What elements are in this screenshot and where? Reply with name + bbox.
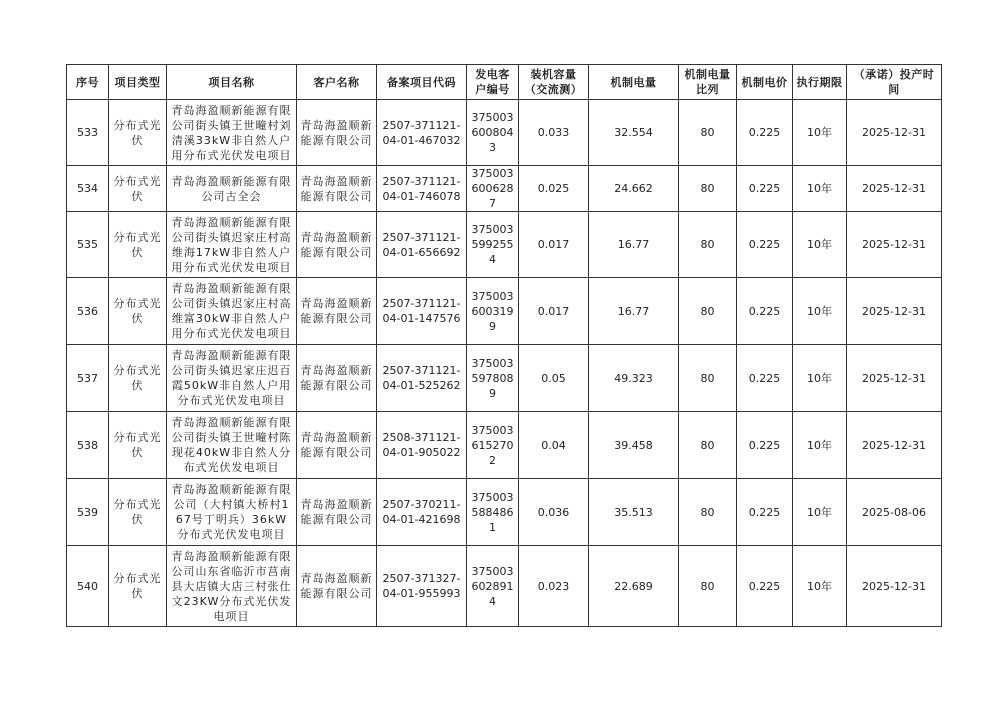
cell-capacity: 0.033 xyxy=(519,100,589,166)
col-header-ratio: 机制电量比列 xyxy=(679,65,737,100)
cell-date: 2025-08-06 xyxy=(847,479,942,546)
cell-no: 537 xyxy=(67,345,109,412)
cell-term: 10年 xyxy=(793,278,847,345)
cell-energy: 16.77 xyxy=(589,212,679,278)
col-header-price: 机制电价 xyxy=(737,65,793,100)
table-row xyxy=(67,412,942,479)
cell-ratio: 80 xyxy=(679,212,737,278)
cell-term: 10年 xyxy=(793,100,847,166)
cell-capacity: 0.036 xyxy=(519,479,589,546)
table-row xyxy=(67,479,942,546)
cell-name: 青岛海盈顺新能源有限公司（大村镇大桥村167号丁明兵）36kW分布式光伏发电项目 xyxy=(167,479,297,546)
cell-no: 535 xyxy=(67,212,109,278)
cell-name: 青岛海盈顺新能源有限公司街头镇王世疃村刘清溪33kW非自然人户用分布式光伏发电项目 xyxy=(167,100,297,166)
cell-price: 0.225 xyxy=(737,212,793,278)
cell-ratio: 80 xyxy=(679,166,737,212)
col-header-capacity: 装机容量（交流测） xyxy=(519,65,589,100)
cell-capacity: 0.017 xyxy=(519,212,589,278)
col-header-no: 序号 xyxy=(67,65,109,100)
cell-price: 0.225 xyxy=(737,479,793,546)
header-row xyxy=(67,65,942,100)
col-header-date: （承诺）投产时间 xyxy=(847,65,942,100)
cell-price: 0.225 xyxy=(737,278,793,345)
col-header-code: 备案项目代码 xyxy=(377,65,467,100)
cell-customer: 青岛海盈顺新能源有限公司 xyxy=(297,479,377,546)
cell-date: 2025-12-31 xyxy=(847,278,942,345)
cell-no: 536 xyxy=(67,278,109,345)
table-row xyxy=(67,345,942,412)
cell-ratio: 80 xyxy=(679,100,737,166)
cell-date: 2025-12-31 xyxy=(847,345,942,412)
cell-code: 2507-371327-04-01-955993 xyxy=(377,546,467,627)
cell-ratio: 80 xyxy=(679,345,737,412)
cell-cust-id: 3750036006287 xyxy=(467,166,519,212)
cell-name: 青岛海盈顺新能源有限公司古全会 xyxy=(167,166,297,212)
cell-type: 分布式光伏 xyxy=(109,278,167,345)
cell-energy: 24.662 xyxy=(589,166,679,212)
cell-type: 分布式光伏 xyxy=(109,166,167,212)
cell-code: 2507-371121-04-01-525262 xyxy=(377,345,467,412)
table-row xyxy=(67,278,942,345)
cell-type: 分布式光伏 xyxy=(109,412,167,479)
cell-type: 分布式光伏 xyxy=(109,479,167,546)
cell-energy: 35.513 xyxy=(589,479,679,546)
cell-cust-id: 3750036152702 xyxy=(467,412,519,479)
cell-code: 2507-371121-04-01-746078 xyxy=(377,166,467,212)
cell-price: 0.225 xyxy=(737,100,793,166)
table-row xyxy=(67,546,942,627)
cell-name: 青岛海盈顺新能源有限公司街头镇王世疃村陈现花40kW非自然人分布式光伏发电项目 xyxy=(167,412,297,479)
cell-code: 2507-371121-04-01-656692 xyxy=(377,212,467,278)
cell-energy: 32.554 xyxy=(589,100,679,166)
table-row xyxy=(67,100,942,166)
cell-date: 2025-12-31 xyxy=(847,546,942,627)
cell-price: 0.225 xyxy=(737,166,793,212)
cell-no: 538 xyxy=(67,412,109,479)
cell-capacity: 0.04 xyxy=(519,412,589,479)
cell-type: 分布式光伏 xyxy=(109,212,167,278)
cell-term: 10年 xyxy=(793,212,847,278)
cell-cust-id: 3750035992554 xyxy=(467,212,519,278)
col-header-name: 项目名称 xyxy=(167,65,297,100)
cell-cust-id: 3750036003199 xyxy=(467,278,519,345)
cell-customer: 青岛海盈顺新能源有限公司 xyxy=(297,212,377,278)
cell-term: 10年 xyxy=(793,166,847,212)
cell-customer: 青岛海盈顺新能源有限公司 xyxy=(297,278,377,345)
cell-cust-id: 3750036008043 xyxy=(467,100,519,166)
cell-term: 10年 xyxy=(793,412,847,479)
col-header-energy: 机制电量 xyxy=(589,65,679,100)
cell-name: 青岛海盈顺新能源有限公司街头镇迟家庄迟百霞50kW非自然人户用分布式光伏发电项目 xyxy=(167,345,297,412)
data-table xyxy=(66,64,942,627)
cell-customer: 青岛海盈顺新能源有限公司 xyxy=(297,546,377,627)
cell-date: 2025-12-31 xyxy=(847,166,942,212)
cell-name: 青岛海盈顺新能源有限公司山东省临沂市莒南县大店镇大店三村张仕文23KW分布式光伏发电项目 xyxy=(167,546,297,627)
cell-capacity: 0.017 xyxy=(519,278,589,345)
cell-customer: 青岛海盈顺新能源有限公司 xyxy=(297,345,377,412)
cell-name: 青岛海盈顺新能源有限公司街头镇迟家庄村高维富30kW非自然人户用分布式光伏发电项目 xyxy=(167,278,297,345)
cell-code: 2507-370211-04-01-421698 xyxy=(377,479,467,546)
cell-energy: 16.77 xyxy=(589,278,679,345)
cell-date: 2025-12-31 xyxy=(847,100,942,166)
cell-date: 2025-12-31 xyxy=(847,212,942,278)
cell-capacity: 0.05 xyxy=(519,345,589,412)
table-row xyxy=(67,212,942,278)
cell-price: 0.225 xyxy=(737,345,793,412)
col-header-customer: 客户名称 xyxy=(297,65,377,100)
cell-cust-id: 3750035884861 xyxy=(467,479,519,546)
cell-no: 540 xyxy=(67,546,109,627)
cell-term: 10年 xyxy=(793,479,847,546)
cell-cust-id: 3750035978089 xyxy=(467,345,519,412)
cell-energy: 22.689 xyxy=(589,546,679,627)
cell-date: 2025-12-31 xyxy=(847,412,942,479)
cell-name: 青岛海盈顺新能源有限公司街头镇迟家庄村高维海17kW非自然人户用分布式光伏发电项目 xyxy=(167,212,297,278)
cell-type: 分布式光伏 xyxy=(109,345,167,412)
cell-customer: 青岛海盈顺新能源有限公司 xyxy=(297,166,377,212)
cell-code: 2508-371121-04-01-905022 xyxy=(377,412,467,479)
col-header-type: 项目类型 xyxy=(109,65,167,100)
cell-ratio: 80 xyxy=(679,412,737,479)
cell-energy: 39.458 xyxy=(589,412,679,479)
col-header-term: 执行期限 xyxy=(793,65,847,100)
cell-price: 0.225 xyxy=(737,412,793,479)
cell-type: 分布式光伏 xyxy=(109,100,167,166)
cell-energy: 49.323 xyxy=(589,345,679,412)
cell-term: 10年 xyxy=(793,546,847,627)
cell-ratio: 80 xyxy=(679,546,737,627)
cell-ratio: 80 xyxy=(679,479,737,546)
table-row xyxy=(67,166,942,212)
cell-type: 分布式光伏 xyxy=(109,546,167,627)
cell-term: 10年 xyxy=(793,345,847,412)
cell-price: 0.225 xyxy=(737,546,793,627)
col-header-cust-id: 发电客户编号 xyxy=(467,65,519,100)
cell-customer: 青岛海盈顺新能源有限公司 xyxy=(297,412,377,479)
cell-no: 534 xyxy=(67,166,109,212)
cell-capacity: 0.023 xyxy=(519,546,589,627)
cell-customer: 青岛海盈顺新能源有限公司 xyxy=(297,100,377,166)
cell-ratio: 80 xyxy=(679,278,737,345)
cell-code: 2507-371121-04-01-467032 xyxy=(377,100,467,166)
cell-no: 533 xyxy=(67,100,109,166)
cell-code: 2507-371121-04-01-147576 xyxy=(377,278,467,345)
cell-capacity: 0.025 xyxy=(519,166,589,212)
cell-no: 539 xyxy=(67,479,109,546)
cell-cust-id: 3750036028914 xyxy=(467,546,519,627)
